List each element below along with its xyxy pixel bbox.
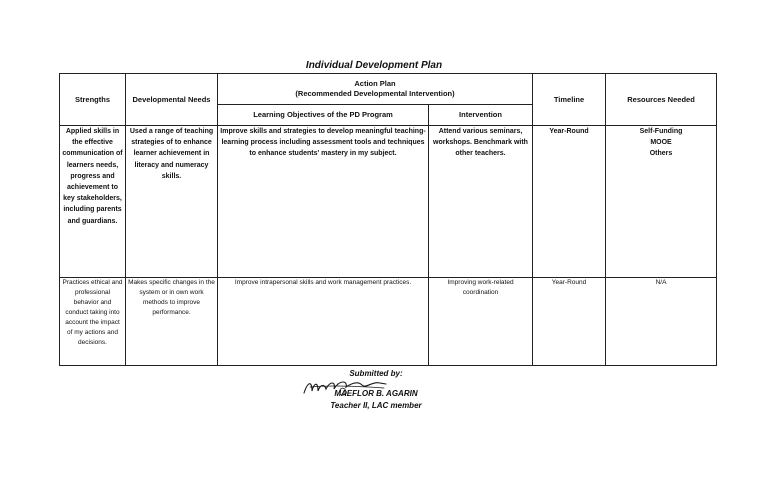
header-intervention: Intervention bbox=[429, 105, 533, 126]
cell-strengths: Applied skills in the effective communication of learners needs, progress and achievement to key stakeholders, including parents and guardians. bbox=[60, 126, 126, 278]
cell-timeline: Year-Round bbox=[533, 278, 606, 366]
action-plan-title: Action Plan bbox=[354, 79, 396, 88]
cell-developmental-needs: Used a range of teaching strategies of to enhance learner achievement in literacy and numeracy skills. bbox=[126, 126, 218, 278]
signer-name: MAEFLOR B. AGARIN bbox=[334, 389, 418, 398]
header-resources: Resources Needed bbox=[606, 74, 717, 126]
cell-learning-objectives: Improve intrapersonal skills and work management practices. bbox=[218, 278, 429, 366]
header-row bbox=[60, 74, 717, 105]
cell-learning-objectives: Improve skills and strategies to develop meaningful teaching-learning process including assessment tools and techniques to enhance students' mastery in my subject. bbox=[218, 126, 429, 278]
header-learning-objectives: Learning Objectives of the PD Program bbox=[218, 105, 429, 126]
development-plan-table bbox=[59, 73, 717, 366]
table-row bbox=[60, 126, 717, 278]
handwritten-signature bbox=[300, 375, 390, 397]
signer-position: Teacher II, LAC member bbox=[330, 401, 422, 410]
cell-timeline: Year-Round bbox=[533, 126, 606, 278]
header-strengths: Strengths bbox=[60, 74, 126, 126]
cell-resources: N/A bbox=[606, 278, 717, 366]
cell-resources bbox=[606, 126, 717, 278]
cell-developmental-needs: Makes specific changes in the system or in own work methods to improve performance. bbox=[126, 278, 218, 366]
header-developmental-needs: Developmental Needs bbox=[126, 74, 218, 126]
header-timeline: Timeline bbox=[533, 74, 606, 126]
resource-item: MOOE bbox=[650, 139, 672, 147]
header-action-plan bbox=[218, 74, 533, 105]
document-title: Individual Development Plan bbox=[305, 60, 443, 71]
resource-item: Self-Funding bbox=[639, 128, 683, 135]
cell-strengths: Practices ethical and professional behavior and conduct taking into account the impact of my actions and decisions. bbox=[60, 278, 126, 366]
action-plan-subtitle: (Recommended Developmental Intervention) bbox=[295, 89, 455, 98]
submitted-by-label: Submitted by: bbox=[349, 369, 403, 378]
resource-item: Others bbox=[649, 150, 673, 158]
cell-intervention: Attend various seminars, workshops. Benchmark with other teachers. bbox=[429, 126, 533, 278]
table-row bbox=[60, 278, 717, 366]
cell-intervention: Improving work-related coordination bbox=[429, 278, 533, 366]
